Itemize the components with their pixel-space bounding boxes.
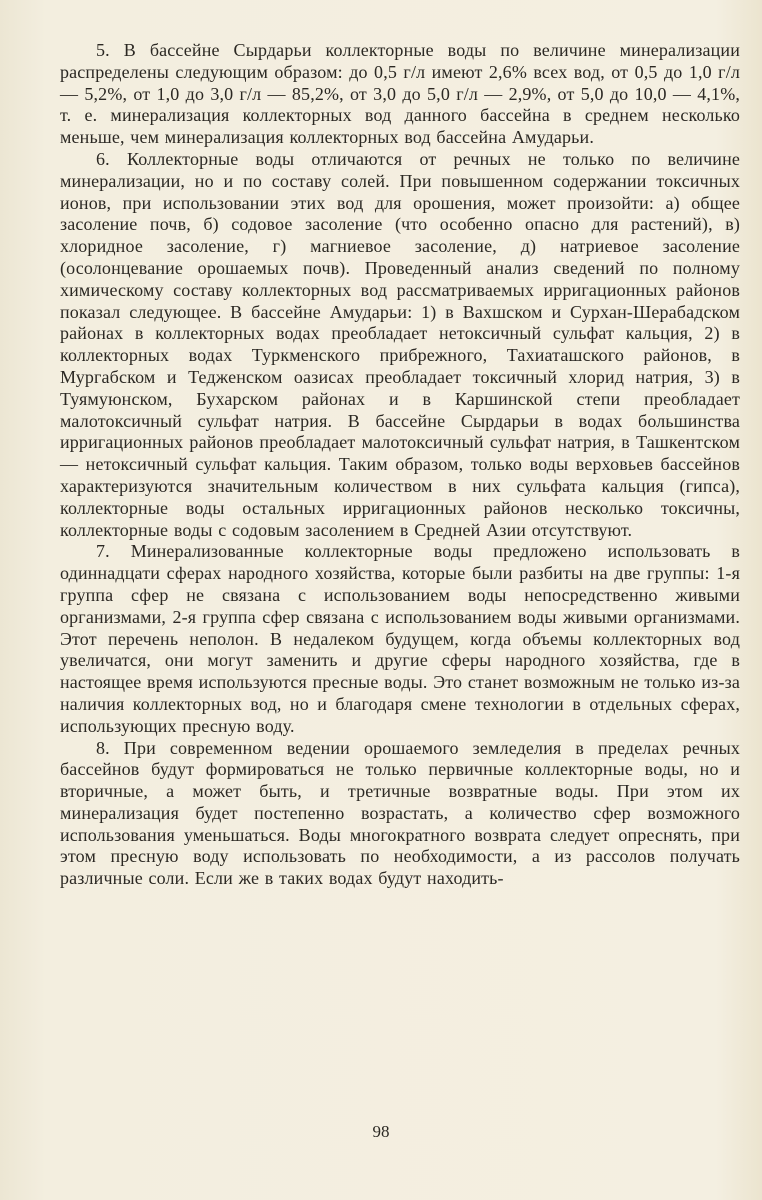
paragraph-5: 5. В бассейне Сырдарьи коллекторные воды по величине минерализации распределены следующим образом: до 0,5 г/л имеют 2,6% всех вод, от 0,5 до 1,0 г/л — 5,2%, от 1,0 до 3,0 г/л — 85,2%, от 3,0 до 5,0 г/л — 2,9%, от 5,0 до 10,0 — 4,1%, т. е. минерализация коллекторных вод данного бассейна в среднем несколько меньше, чем минерализация коллекторных вод бассейна Амударьи. [60,40,740,148]
paragraph-6: 6. Коллекторные воды отличаются от речных не только по величине минерализации, но и по составу солей. При повышенном содержании токсичных ионов, при использовании этих вод для орошения, может произойти: а) общее засоление почв, б) содовое засоление (что особенно опасно для растений), в) хлоридное засоление, г) магниевое засоление, д) натриевое засоление (осолонцевание орошаемых почв). Проведенный анализ сведений по полному химическому составу коллекторных вод рассматриваемых ирригационных районов показал следующее. В бассейне Амударьи: 1) в Вахшском и Сурхан-Шерабадском районах в коллекторных водах преобладает нетоксичный сульфат кальция, 2) в коллекторных водах Туркменского прибрежного, Тахиаташского районов, в Мургабском и Тедженском оазисах преобладает токсичный хлорид натрия, 3) в Туямуюнском, Бухарском районах и в Каршинской степи преобладает малотоксичный сульфат натрия. В бассейне Сырдарьи в водах большинства ирригационных районов преобладает малотоксичный сульфат натрия, в Ташкентском — нетоксичный сульфат кальция. Таким образом, только воды верховьев бассейнов характеризуются значительным количеством в них сульфата кальция (гипса), коллекторные воды остальных ирригационных районов несколько токсичны, коллекторные воды с содовым засолением в Средней Азии отсутствуют. [60,148,740,540]
body-text [60,40,740,890]
page-number: 98 [372,1122,390,1141]
paragraph-7: 7. Минерализованные коллекторные воды предложено использовать в одиннадцати сферах народного хозяйства, которые были разбиты на две группы: 1-я группа сфер не связана с использованием воды непосредственно живыми организмами, 2-я группа сфер связана с использованием воды живыми организмами. Этот перечень неполон. В недалеком будущем, когда объемы коллекторных вод увеличатся, они могут заменить и другие сферы народного хозяйства, где в настоящее время используются пресные воды. Это станет возможным не только из-за наличия коллекторных вод, но и благодаря смене технологии в отдельных сферах, использующих пресную воду. [60,541,740,736]
paragraph-8: 8. При современном ведении орошаемого земледелия в пределах речных бассейнов будут формироваться не только первичные коллекторные воды, но и вторичные, а может быть, и третичные возвратные воды. При этом их минерализация будет постепенно возрастать, а количество сфер возможного использования уменьшаться. Воды многократного возврата следует опреснять, при этом пресную воду использовать по необходимости, а из рассолов получать различные соли. Если же в таких водах будут находить- [60,737,740,889]
